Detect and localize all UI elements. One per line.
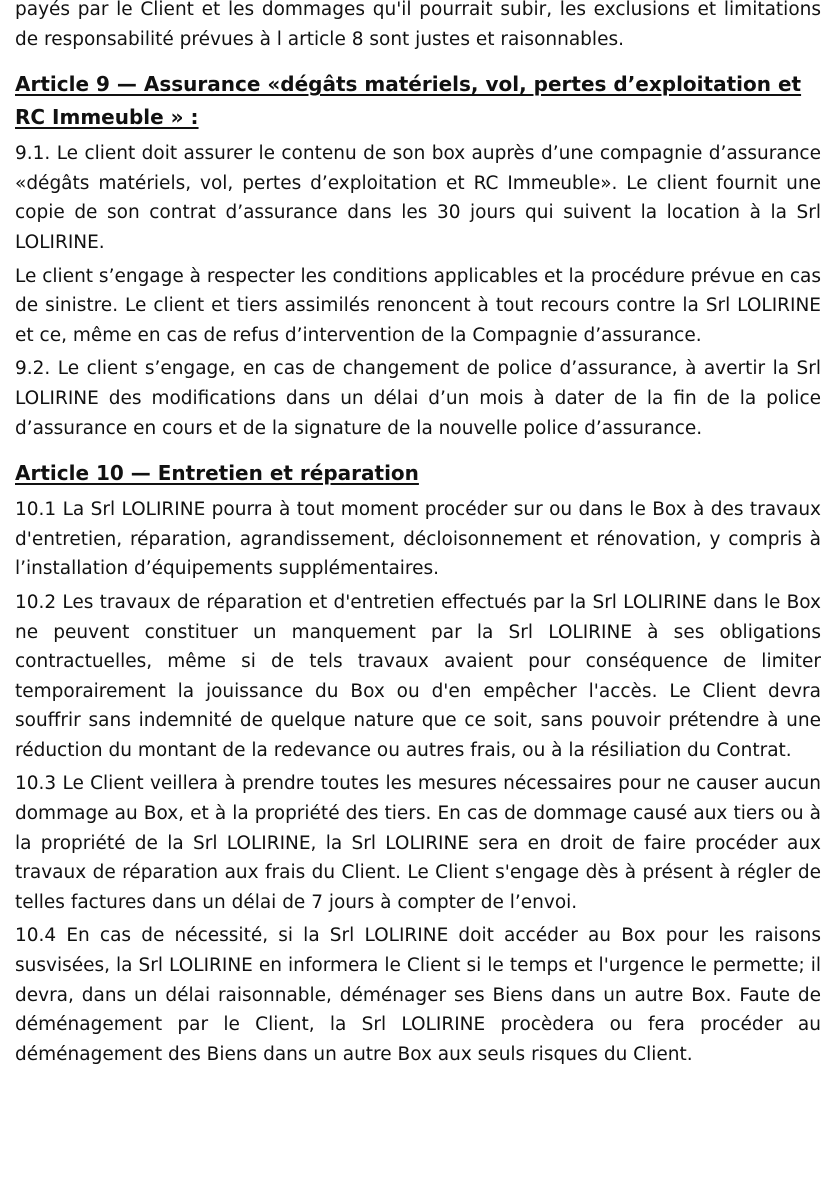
article-10-section <box>15 457 821 1069</box>
article-10-paragraph-4: 10.4 En cas de nécessité, si la Srl LOLIRINE doit accéder au Box pour les raisons susvisées, la Srl LOLIRINE en informera le Client si le temps et l'urgence le permette; il devra, dans un délai raisonnable, déménager ses Biens dans un autre Box. Faute de déménagement par le Client, la Srl LOLIRINE procèdera ou fera procéder au déménagement des Biens dans un autre Box aux seuls risques du Client. <box>15 925 821 1065</box>
article-9-paragraph-3: 9.2. Le client s’engage, en cas de changement de police d’assurance, à avertir la Srl LOLIRINE des modifications dans un délai d’un mois à dater de la fin de la police d’assurance en cours et de la signature de la nouvelle police d’assurance. <box>15 358 821 439</box>
article-9-section <box>15 68 821 443</box>
document-page <box>15 0 821 1073</box>
article-9-paragraph-2: Le client s’engage à respecter les conditions applicables et la procédure prévue en cas de sinistre. Le client et tiers assimilés renoncent à tout recours contre la Srl LOLIRINE et ce, même en cas de refus d’intervention de la Compagnie d’assurance. <box>15 265 822 346</box>
intro-paragraph: payés par le Client et les dommages qu'il pourrait subir, les exclusions et limitations de responsabilité prévues à l article 8 sont justes et raisonnables. <box>15 0 821 50</box>
article-9-paragraph-1: 9.1. Le client doit assurer le contenu de son box auprès d’une compagnie d’assurance «dégâts matériels, vol, pertes d’exploitation et RC Immeuble». Le client fournit une copie de son contrat d’assurance dans les 30 jours qui suivent la location à la Srl LOLIRINE. <box>15 143 821 253</box>
article-10-heading: Article 10 — Entretien et réparation <box>15 461 419 486</box>
article-10-paragraph-1: 10.1 La Srl LOLIRINE pourra à tout moment procéder sur ou dans le Box à des travaux d'entretien, réparation, agrandissement, décloisonnement et rénovation, y compris à l’installation d’équipements supplémentaires. <box>15 499 821 580</box>
article-9-heading: Article 9 — Assurance «dégâts matériels, vol, pertes d’exploitation et RC Immeuble » : <box>15 72 802 130</box>
article-10-paragraph-3: 10.3 Le Client veillera à prendre toutes les mesures nécessaires pour ne causer aucun dommage au Box, et à la propriété des tiers. En cas de dommage causé aux tiers ou à la propriété de la Srl LOLIRINE, la Srl LOLIRINE sera en droit de faire procéder aux travaux de réparation aux frais du Client. Le Client s'engage dès à présent à régler de telles factures dans un délai de 7 jours à compter de l’envoi. <box>15 773 821 913</box>
article-10-paragraph-2: 10.2 Les travaux de réparation et d'entretien effectués par la Srl LOLIRINE dans le Box ne peuvent constituer un manquement par la Srl LOLIRINE à ses obligations contractuelles, même si de tels travaux avaient pour conséquence de limiter temporairement la jouissance du Box ou d'en empêcher l'accès. Le Client devra souffrir sans indemnité de quelque nature que ce soit, sans pouvoir prétendre à une réduction du montant de la redevance ou autres frais, ou à la résiliation du Contrat. <box>15 591 821 761</box>
section-spacer <box>15 447 821 457</box>
